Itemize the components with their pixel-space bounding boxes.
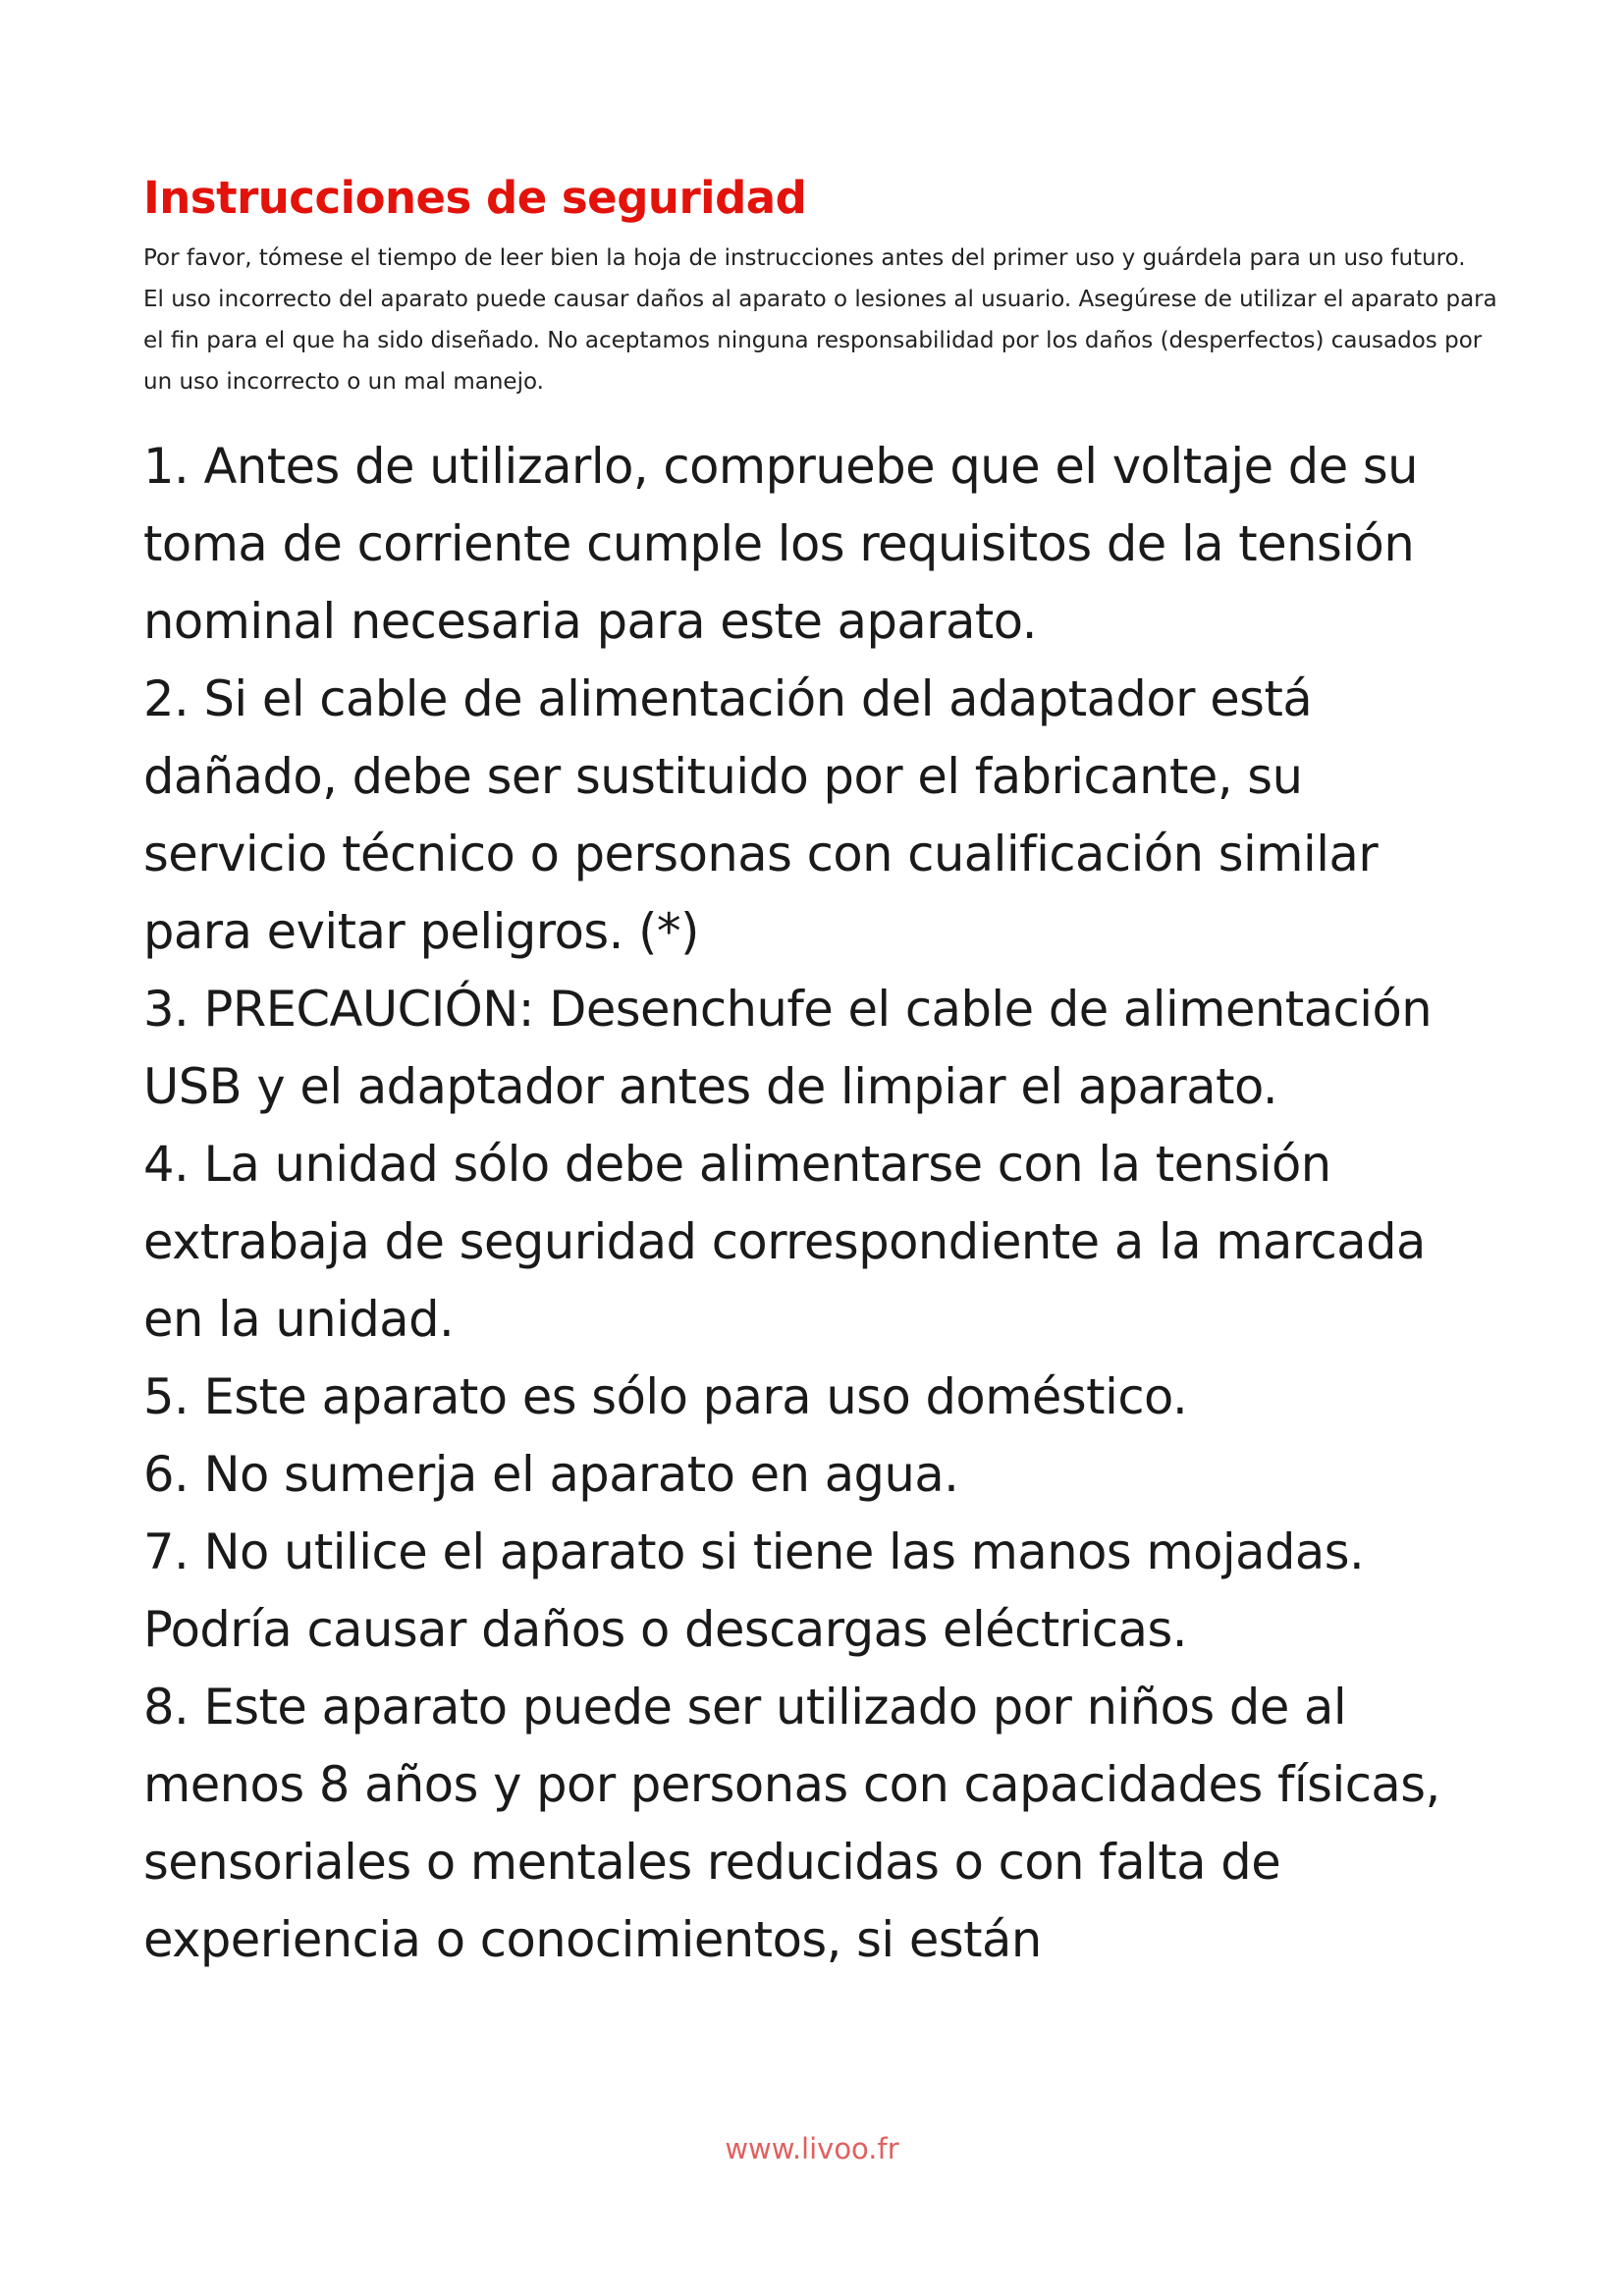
instruction-item-7: 7. No utilice el aparato si tiene las manos mojadas. Podría causar daños o descargas eléctricas. <box>143 1523 1365 1658</box>
document-page <box>143 167 1498 1979</box>
safety-instructions-list <box>143 428 1498 1979</box>
instruction-item-8: 8. Este aparato puede ser utilizado por niños de al menos 8 años y por personas con capacidades físicas, sensoriales o mentales reducidas o con falta de experiencia o conocimientos, si están <box>143 1679 1440 1968</box>
page-title: Instrucciones de seguridad <box>143 172 807 224</box>
instruction-item-4: 4. La unidad sólo debe alimentarse con la tensión extrabaja de seguridad correspondiente a la marcada en la unidad. <box>143 1136 1426 1348</box>
instruction-item-5: 5. Este aparato es sólo para uso doméstico. <box>143 1368 1188 1425</box>
footer-website-link[interactable]: www.livoo.fr <box>725 2132 899 2165</box>
instruction-item-2: 2. Si el cable de alimentación del adaptador está dañado, debe ser sustituido por el fabricante, su servicio técnico o personas con cualificación similar para evitar peligros. (*) <box>143 670 1379 960</box>
intro-paragraph-1: Por favor, tómese el tiempo de leer bien la hoja de instrucciones antes del primer uso y guárdela para un uso futuro. <box>143 245 1466 271</box>
instruction-item-1: 1. Antes de utilizarlo, compruebe que el voltaje de su toma de corriente cumple los requisitos de la tensión nominal necesaria para este aparato. <box>143 438 1419 650</box>
intro-paragraph-2: El uso incorrecto del aparato puede causar daños al aparato o lesiones al usuario. Asegúrese de utilizar el aparato para el fin para el que ha sido diseñado. No aceptamos ninguna responsabilidad por los daños (desperfectos) causados por un uso incorrecto o un mal manejo. <box>143 287 1497 395</box>
instruction-item-6: 6. No sumerja el aparato en agua. <box>143 1446 959 1503</box>
instruction-item-3: 3. PRECAUCIÓN: Desenchufe el cable de alimentación USB y el adaptador antes de limpiar el aparato. <box>143 981 1433 1115</box>
